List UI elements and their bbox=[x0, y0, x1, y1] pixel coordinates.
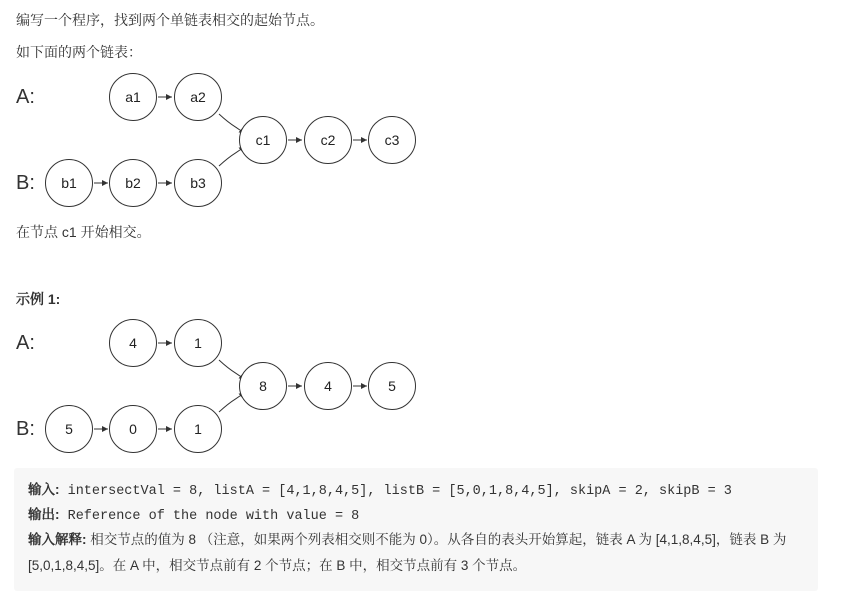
example-heading: 示例 1: bbox=[16, 291, 61, 307]
output-value: Reference of the node with value = 8 bbox=[59, 509, 360, 525]
intersection-note: 在节点 c1 开始相交。 bbox=[16, 224, 151, 240]
example-code-block bbox=[14, 468, 818, 591]
diagram-2-label-b: B: bbox=[16, 418, 35, 440]
lists-caption: 如下面的两个链表： bbox=[16, 44, 142, 60]
node-a1-example: 4 bbox=[109, 319, 157, 367]
code-line-output bbox=[28, 503, 804, 528]
node-b2-example: 0 bbox=[109, 405, 157, 453]
diagram-1-label-b: B: bbox=[16, 172, 35, 194]
node-a2: a2 bbox=[174, 73, 222, 121]
explanation-value: 相交节点的值为 8 （注意，如果两个列表相交则不能为 0）。从各自的表头开始算起，链表 A 为 [4,1,8,4,5]，链表 B 为 [5,0,1,8,4,5]。在 A 中，相交节点前有 2 个节点；在 B 中，相交节点前有 3 个节点。 bbox=[28, 532, 791, 573]
code-line-explanation bbox=[28, 528, 804, 578]
node-c2-example: 4 bbox=[304, 362, 352, 410]
node-c1-example: 8 bbox=[239, 362, 287, 410]
node-a2-example: 1 bbox=[174, 319, 222, 367]
diagram-2-label-a: A: bbox=[16, 332, 35, 354]
node-c3: c3 bbox=[368, 116, 416, 164]
node-c1: c1 bbox=[239, 116, 287, 164]
intro-paragraph: 编写一个程序，找到两个单链表相交的起始节点。 bbox=[16, 12, 324, 28]
output-label: 输出: bbox=[28, 507, 60, 523]
node-b2: b2 bbox=[109, 159, 157, 207]
node-b1-example: 5 bbox=[45, 405, 93, 453]
code-line-input bbox=[28, 478, 804, 503]
linked-list-diagram-2 bbox=[0, 312, 846, 452]
node-a1: a1 bbox=[109, 73, 157, 121]
input-label: 输入: bbox=[28, 482, 60, 497]
node-c3-example: 5 bbox=[368, 362, 416, 410]
node-b3: b3 bbox=[174, 159, 222, 207]
node-b1: b1 bbox=[45, 159, 93, 207]
node-b3-example: 1 bbox=[174, 405, 222, 453]
input-value: intersectVal = 8, listA = [4,1,8,4,5], listB = [5,0,1,8,4,5], skipA = 2, skipB = 3 bbox=[59, 484, 732, 499]
diagram-1-label-a: A: bbox=[16, 86, 35, 108]
linked-list-diagram-1 bbox=[0, 66, 846, 206]
node-c2: c2 bbox=[304, 116, 352, 164]
explanation-label: 输入解释: bbox=[28, 532, 87, 548]
